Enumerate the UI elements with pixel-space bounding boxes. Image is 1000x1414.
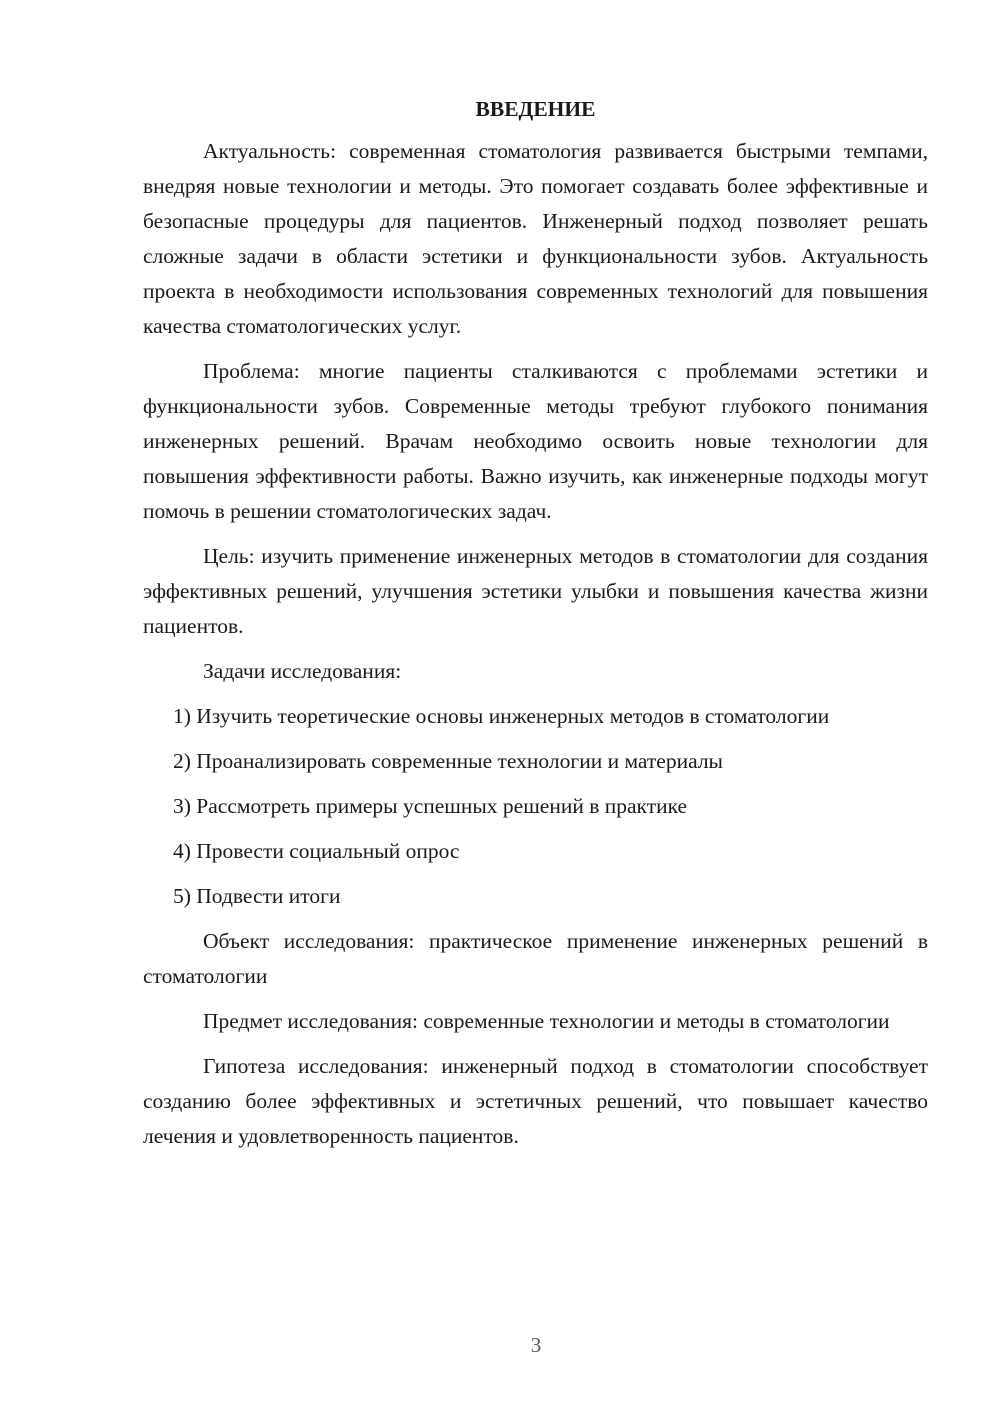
task-item-5: 5) Подвести итоги: [173, 884, 341, 908]
task-item-1: 1) Изучить теоретические основы инженерных методов в стоматологии: [173, 704, 830, 728]
task-item-3: 3) Рассмотреть примеры успешных решений в практике: [173, 794, 688, 818]
subject-paragraph: Предмет исследования: современные технологии и методы в стоматологии: [203, 1009, 890, 1033]
goal-paragraph: Цель: изучить применение инженерных методов в стоматологии для создания эффективных решений, улучшения эстетики улыбки и повышения качества жизни пациентов.: [143, 544, 928, 638]
tasks-heading: Задачи исследования:: [203, 659, 402, 683]
document-page: [143, 92, 928, 1164]
object-paragraph: Объект исследования: практическое применение инженерных решений в стоматологии: [143, 929, 928, 988]
page-number: 3: [530, 1333, 542, 1357]
relevance-paragraph: Актуальность: современная стоматология развивается быстрыми темпами, внедряя новые технологии и методы. Это помогает создавать более эффективные и безопасные процедуры для пациентов. Инженерный подход позволяет решать сложные задачи в области эстетики и функциональности зубов. Актуальность проекта в необходимости использования современных технологий для повышения качества стоматологических услуг.: [143, 139, 928, 338]
problem-paragraph: Проблема: многие пациенты сталкиваются с проблемами эстетики и функциональности зубов. Современные методы требуют глубокого понимания инженерных решений. Врачам необходимо освоить новые технологии для повышения эффективности работы. Важно изучить, как инженерные подходы могут помочь в решении стоматологических задач.: [143, 359, 928, 523]
hypothesis-paragraph: Гипотеза исследования: инженерный подход в стоматологии способствует созданию более эффективных и эстетичных решений, что повышает качество лечения и удовлетворенность пациентов.: [143, 1054, 928, 1148]
page-title: ВВЕДЕНИЕ: [475, 97, 596, 121]
task-item-2: 2) Проанализировать современные технологии и материалы: [173, 749, 724, 773]
task-item-4: 4) Провести социальный опрос: [173, 839, 460, 863]
